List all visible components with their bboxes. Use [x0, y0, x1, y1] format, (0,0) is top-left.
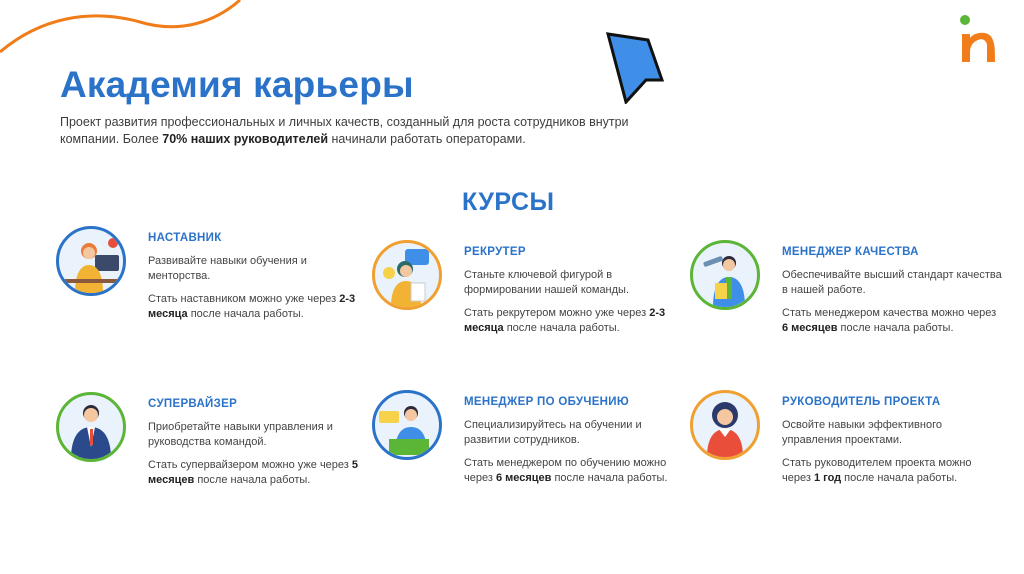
cursor-icon — [604, 30, 668, 104]
course-card-supervisor — [56, 392, 376, 532]
decorative-curve — [0, 0, 260, 70]
timeline-duration: 1 год — [813, 472, 842, 484]
intro-text — [60, 114, 660, 148]
course-title: РУКОВОДИТЕЛЬ ПРОЕКТА — [782, 396, 941, 408]
project-manager-illustration-icon — [690, 390, 760, 460]
timeline-text-end: после начала работы. — [503, 322, 620, 334]
timeline-duration: 5 месяцев — [148, 459, 359, 486]
timeline-text-end: после начала работы. — [841, 472, 958, 484]
course-timeline — [464, 456, 684, 486]
course-title: СУПЕРВАЙЗЕР — [148, 398, 238, 410]
timeline-text: Стать менеджером по обучению можно через — [464, 457, 667, 484]
quality-manager-illustration-icon — [690, 240, 760, 310]
intro-highlight: 70% наших руководителей — [162, 132, 329, 146]
timeline-text: Стать супервайзером можно уже через — [148, 459, 352, 471]
course-card-project-manager — [690, 390, 1010, 530]
supervisor-illustration-icon — [56, 392, 126, 462]
course-card-recruiter — [372, 240, 692, 380]
timeline-text: Стать руководителем проекта можно через — [782, 457, 972, 484]
course-timeline — [148, 458, 368, 488]
courses-heading: КУРСЫ — [462, 188, 555, 216]
course-card-quality-manager — [690, 240, 1010, 380]
course-timeline — [148, 292, 368, 322]
intro-text-start: Проект развития профессиональных и личных качеств, созданный для роста сотрудников внутри компании. Более — [60, 115, 629, 146]
mentor-illustration-icon — [56, 226, 126, 296]
timeline-text: Стать менеджером качества можно через — [782, 307, 997, 319]
timeline-text: Стать наставником можно уже через — [148, 293, 340, 305]
timeline-text-end: после начала работы. — [194, 474, 311, 486]
timeline-duration: 6 месяцев — [782, 322, 838, 334]
training-manager-illustration-icon — [372, 390, 442, 460]
course-timeline — [464, 306, 684, 336]
timeline-duration: 2-3 месяца — [148, 293, 356, 320]
course-description: Обеспечивайте высший стандарт качества в нашей работе. — [782, 269, 1002, 296]
course-title: МЕНЕДЖЕР ПО ОБУЧЕНИЮ — [464, 396, 630, 408]
course-timeline — [782, 456, 1002, 486]
course-description: Специализируйтесь на обучении и развитии сотрудников. — [464, 419, 642, 446]
timeline-text: Стать рекрутером можно уже через — [464, 307, 650, 319]
course-card-training-manager — [372, 390, 692, 530]
course-title: НАСТАВНИК — [148, 232, 222, 244]
course-description: Развивайте навыки обучения и менторства. — [148, 255, 307, 282]
timeline-text-end: после начала работы. — [837, 322, 954, 334]
timeline-duration: 2-3 месяца — [464, 307, 666, 334]
timeline-text-end: после начала работы. — [551, 472, 668, 484]
course-description: Станьте ключевой фигурой в формировании нашей команды. — [464, 269, 630, 296]
course-timeline — [782, 306, 1002, 336]
course-title: РЕКРУТЕР — [464, 246, 526, 258]
course-description: Приобретайте навыки управления и руководства командой. — [148, 421, 333, 448]
course-title: МЕНЕДЖЕР КАЧЕСТВА — [782, 246, 919, 258]
timeline-text-end: после начала работы. — [187, 308, 304, 320]
intro-text-end: начинали работать операторами. — [328, 132, 526, 146]
recruiter-illustration-icon — [372, 240, 442, 310]
page-title: Академия карьеры — [60, 64, 414, 105]
timeline-duration: 6 месяцев — [495, 472, 552, 484]
brand-logo-icon — [958, 14, 1000, 66]
course-description: Освойте навыки эффективного управления проектами. — [782, 419, 942, 446]
course-card-mentor — [56, 226, 376, 366]
